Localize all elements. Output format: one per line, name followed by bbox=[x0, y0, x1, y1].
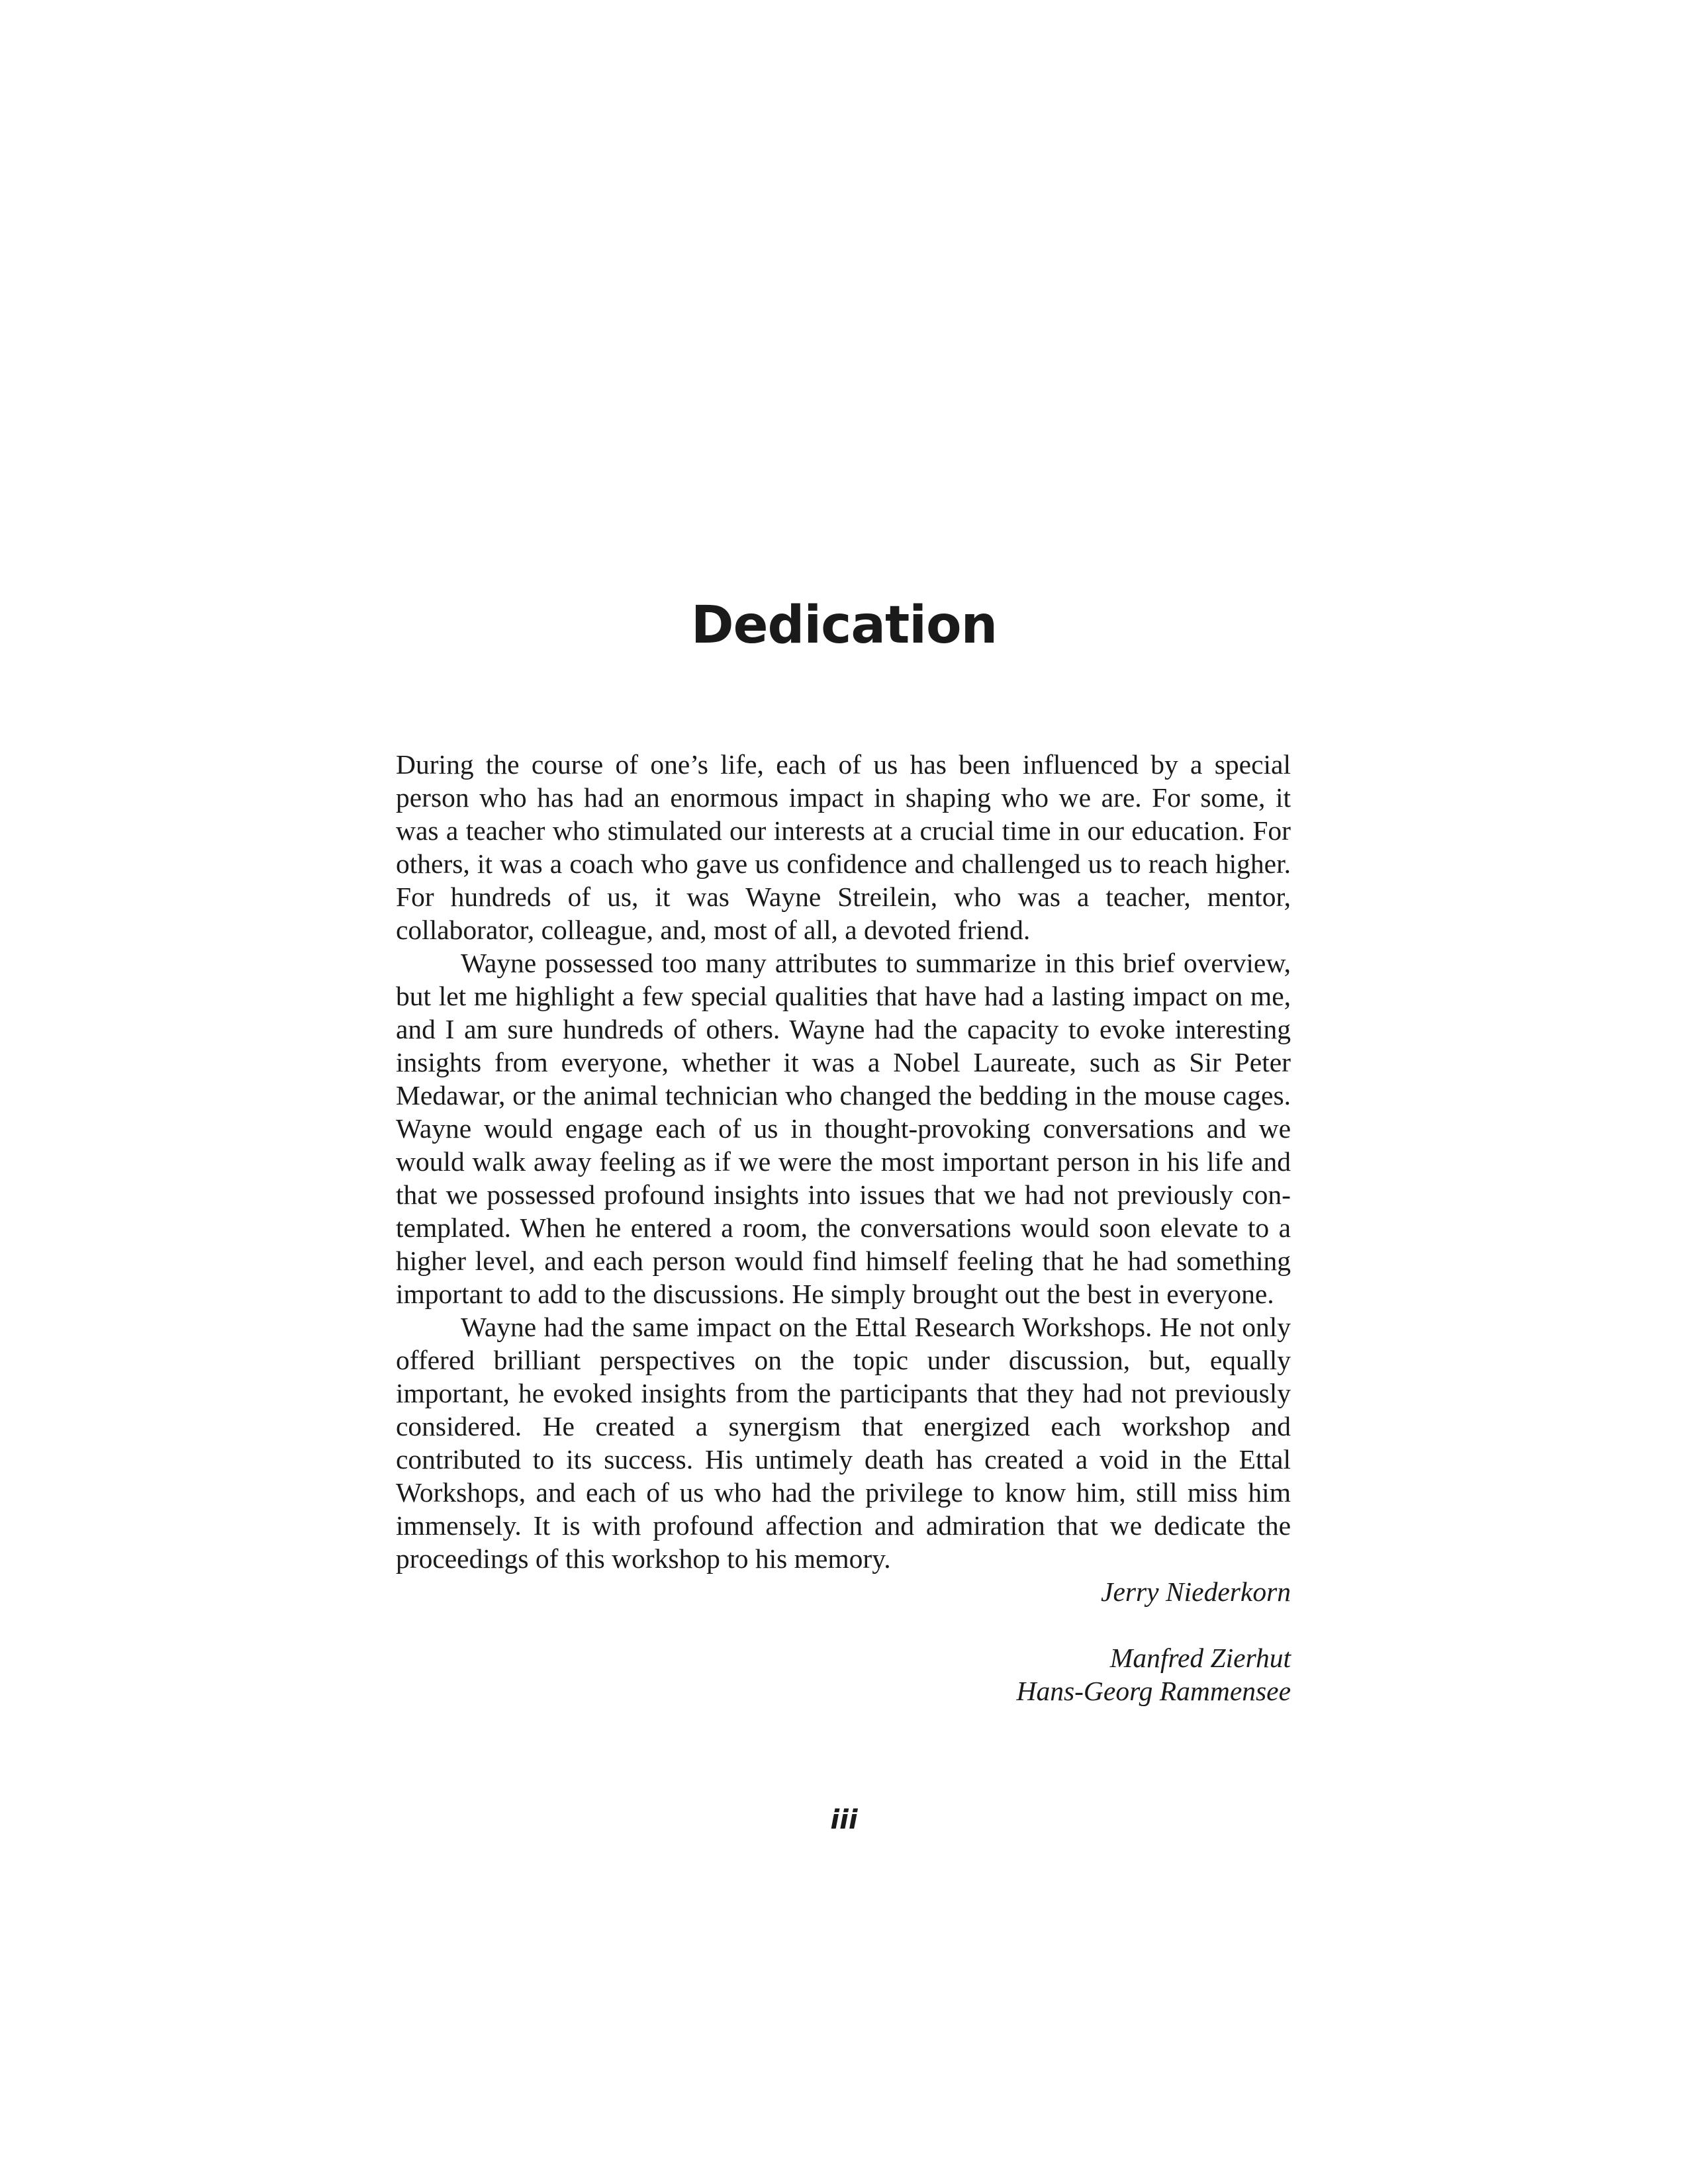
signature-name: Jerry Niederkorn bbox=[1101, 1576, 1291, 1607]
signature-name: Hans-Georg Rammensee bbox=[1016, 1676, 1291, 1706]
signature-name: Manfred Zierhut bbox=[1109, 1643, 1291, 1673]
paragraph-2: Wayne possessed too many attributes to summarize in this brief overview, but let me highlight a few special qualities that have had a lasting impact on me, and I am sure hundreds of others. Wayne had the capacity to evoke interesting insights from everyone, whether it was a Nobel Laureate, such as Sir Peter Medawar, or the animal technician who changed the bedding in the mouse cages. Wayne would engage each of us in thought-provoking conversations and we would walk away feeling as if we were the most important person in his life and that we possessed profound insights into issues that we had not previously contemplated. When he entered a room, the conversations would soon elevate to a higher level, and each person would find himself feeling that he had something important to add to the discussions. He simply brought out the best in everyone. bbox=[396, 948, 1291, 1309]
dedication-body bbox=[396, 748, 1291, 1575]
signature-block-1 bbox=[396, 1575, 1291, 1608]
page-number: iii bbox=[830, 1805, 858, 1835]
paragraph-1: During the course of one’s life, each of us has been influenced by a special person who has had an enormous impact in shaping who we are. For some, it was a teacher who stimulated our interests at a crucial time in our education. For others, it was a coach who gave us confidence and challenged us to reach higher. For hundreds of us, it was Wayne Streilein, who was a teacher, mentor, collaborator, colleague, and, most of all, a devoted friend. bbox=[396, 749, 1291, 945]
paragraph-3: Wayne had the same impact on the Ettal Research Workshops. He not only offered brilliant perspectives on the topic under discussion, but, equally important, he evoked insights from the participants that they had not previously considered. He created a synergism that energized each workshop and contributed to its success. His untimely death has created a void in the Ettal Workshops, and each of us who had the privilege to know him, still miss him immensely. It is with profound affection and admiration that we dedicate the proceedings of this workshop to his memory. bbox=[396, 1312, 1291, 1574]
page-title: Dedication bbox=[690, 596, 998, 655]
signature-block-2 bbox=[396, 1641, 1291, 1707]
